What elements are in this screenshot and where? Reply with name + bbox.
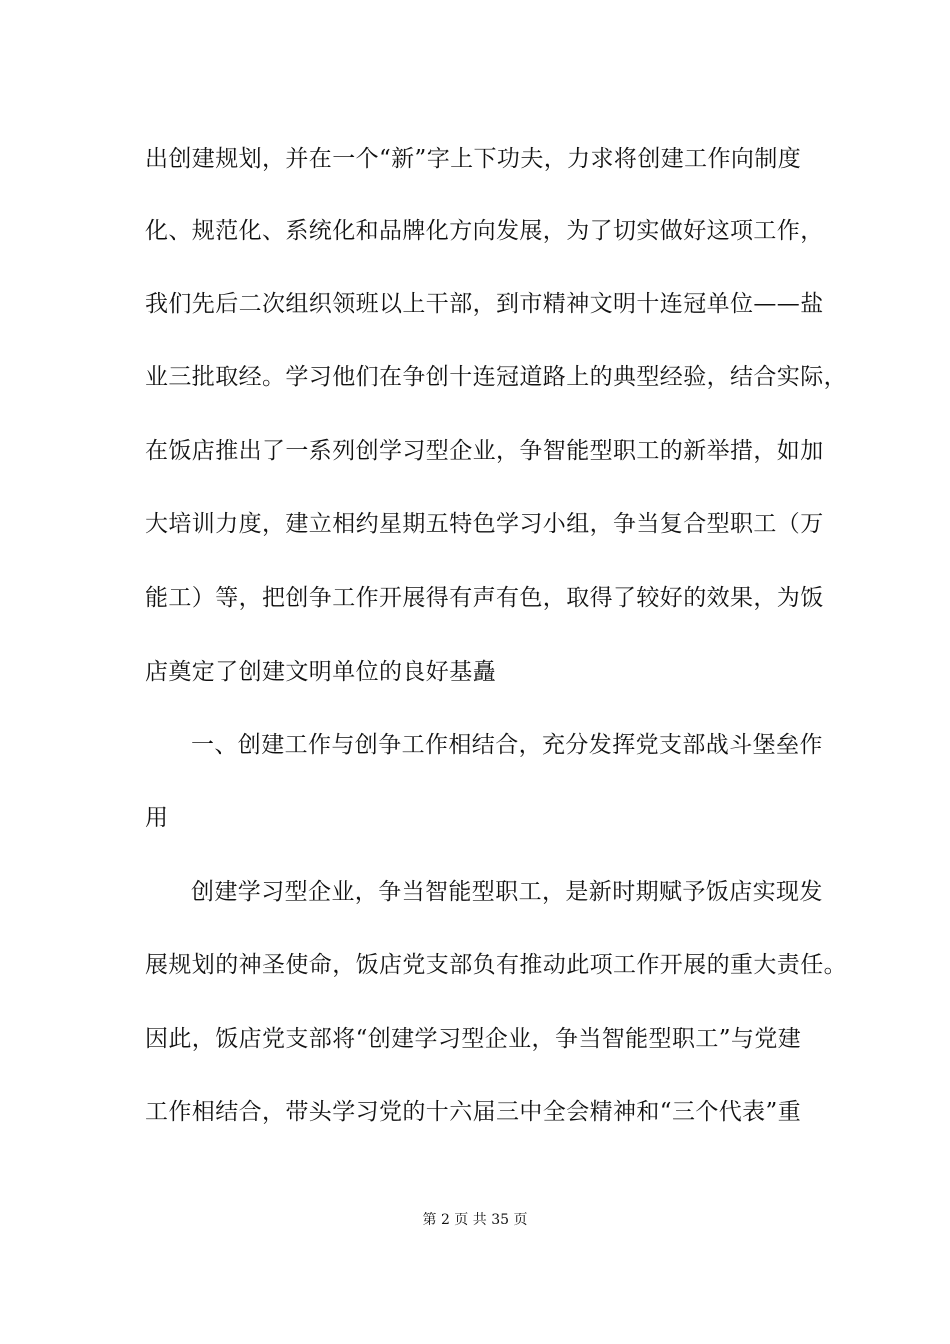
text-line: 工作相结合，带头学习党的十六届三中全会精神和“三个代表”重	[145, 1099, 802, 1125]
text-line: 因此，饭店党支部将“创建学习型企业，争当智能型职工”与党建	[145, 1026, 802, 1052]
text-line: 能工）等，把创争工作开展得有声有色，取得了较好的效果，为饭	[145, 585, 824, 611]
paragraph-first-line: 创建学习型企业，争当智能型职工，是新时期赋予饭店实现发	[191, 879, 823, 905]
text-line: 在饭店推出了一系列创学习型企业，争智能型职工的新举措，如加	[145, 438, 824, 464]
page-number-footer: 第 2 页 共 35 页	[422, 1212, 528, 1228]
text-line: 业三批取经。学习他们在争创十连冠道路上的典型经验，结合实际，	[145, 364, 847, 390]
text-line: 出创建规划，并在一个“新”字上下功夫，力求将创建工作向制度	[145, 146, 802, 172]
section-heading: 一、创建工作与创争工作相结合，充分发挥党支部战斗堡垒作	[191, 732, 823, 758]
text-line: 展规划的神圣使命，饭店党支部负有推动此项工作开展的重大责任。	[145, 952, 847, 978]
section-heading-continuation: 用	[145, 805, 169, 831]
text-line: 店奠定了创建文明单位的良好基矗	[145, 659, 496, 685]
text-line: 我们先后二次组织领班以上干部，到市精神文明十连冠单位——盐	[145, 291, 824, 317]
text-line: 大培训力度，建立相约星期五特色学习小组，争当复合型职工（万	[145, 511, 824, 537]
text-line: 化、规范化、系统化和品牌化方向发展，为了切实做好这项工作，	[145, 218, 824, 244]
